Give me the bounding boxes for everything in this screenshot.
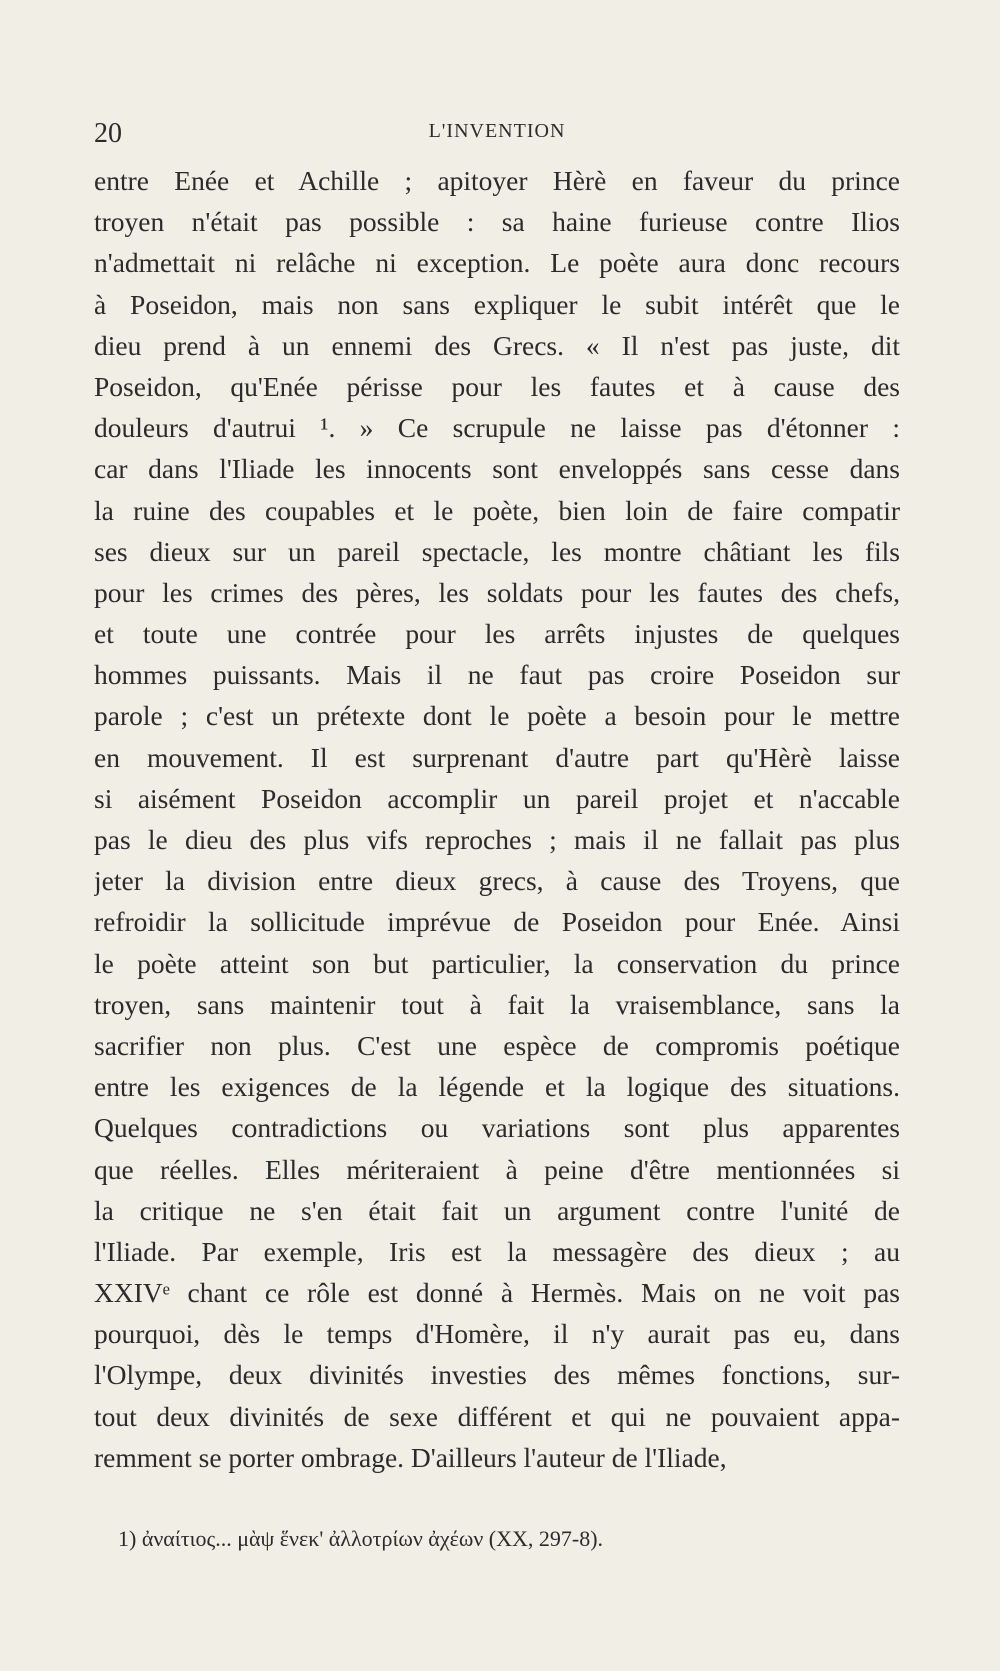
text-line: troyen, sans maintenir tout à fait la vraisemblance, sans la bbox=[94, 988, 900, 1020]
text-line: si aisément Poseidon accomplir un pareil projet et n'accable bbox=[94, 782, 900, 814]
text-line: l'Olympe, deux divinités investies des mêmes fonctions, sur- bbox=[94, 1359, 900, 1391]
text-line: que réelles. Elles mériteraient à peine d'être mentionnées si bbox=[94, 1153, 900, 1185]
footnote: 1) ἀναίτιος... μὰψ ἕνεκ' ἀλλοτρίων ἀχέων (XX, 297-8). bbox=[118, 1526, 604, 1551]
text-line: pour les crimes des pères, les soldats pour les fautes des chefs, bbox=[94, 576, 900, 608]
text-line: à Poseidon, mais non sans expliquer le subit intérêt que le bbox=[94, 288, 900, 320]
text-line: parole ; c'est un prétexte dont le poète a besoin pour le mettre bbox=[94, 700, 900, 732]
body-text bbox=[94, 160, 900, 1478]
text-line: entre les exigences de la légende et la logique des situations. bbox=[94, 1071, 900, 1103]
text-line: XXIVᵉ chant ce rôle est donné à Hermès. Mais on ne voit pas bbox=[94, 1277, 900, 1309]
text-line: ses dieux sur un pareil spectacle, les montre châtiant les fils bbox=[94, 535, 900, 567]
text-line: entre Enée et Achille ; apitoyer Hèrè en faveur du prince bbox=[94, 165, 900, 196]
page-number: 20 bbox=[94, 118, 122, 149]
text-line: dieu prend à un ennemi des Grecs. « Il n'est pas juste, dit bbox=[94, 329, 900, 361]
text-line: Poseidon, qu'Enée périsse pour les fautes et à cause des bbox=[94, 370, 900, 402]
running-title: L'INVENTION bbox=[428, 120, 566, 142]
text-line: le poète atteint son but particulier, la conservation du prince bbox=[94, 947, 900, 979]
text-line: remment se porter ombrage. D'ailleurs l'auteur de l'Iliade, bbox=[94, 1441, 727, 1473]
text-line: l'Iliade. Par exemple, Iris est la messagère des dieux ; au bbox=[94, 1235, 900, 1267]
text-line: refroidir la sollicitude imprévue de Poseidon pour Enée. Ainsi bbox=[94, 906, 900, 938]
text-line: hommes puissants. Mais il ne faut pas croire Poseidon sur bbox=[94, 659, 900, 691]
text-line: pourquoi, dès le temps d'Homère, il n'y aurait pas eu, dans bbox=[94, 1318, 900, 1350]
text-line: en mouvement. Il est surprenant d'autre part qu'Hèrè laisse bbox=[94, 741, 900, 773]
text-line: n'admettait ni relâche ni exception. Le poète aura donc recours bbox=[94, 247, 900, 279]
text-line: jeter la division entre dieux grecs, à cause des Troyens, que bbox=[94, 865, 900, 897]
text-line: tout deux divinités de sexe différent et qui ne pouvaient appa- bbox=[94, 1400, 900, 1432]
text-line: Quelques contradictions ou variations sont plus apparentes bbox=[94, 1112, 900, 1144]
text-line: douleurs d'autrui ¹. » Ce scrupule ne laisse pas d'étonner : bbox=[94, 412, 900, 444]
text-line: pas le dieu des plus vifs reproches ; mais il ne fallait pas plus bbox=[94, 824, 900, 855]
text-line: troyen n'était pas possible : sa haine furieuse contre Ilios bbox=[94, 206, 900, 238]
text-line: la critique ne s'en était fait un argument contre l'unité de bbox=[94, 1194, 900, 1226]
text-line: car dans l'Iliade les innocents sont enveloppés sans cesse dans bbox=[94, 453, 900, 485]
page-header bbox=[94, 118, 900, 158]
text-line: sacrifier non plus. C'est une espèce de compromis poétique bbox=[94, 1029, 900, 1061]
text-line: la ruine des coupables et le poète, bien loin de faire compatir bbox=[94, 494, 900, 526]
text-line: et toute une contrée pour les arrêts injustes de quelques bbox=[94, 618, 900, 650]
